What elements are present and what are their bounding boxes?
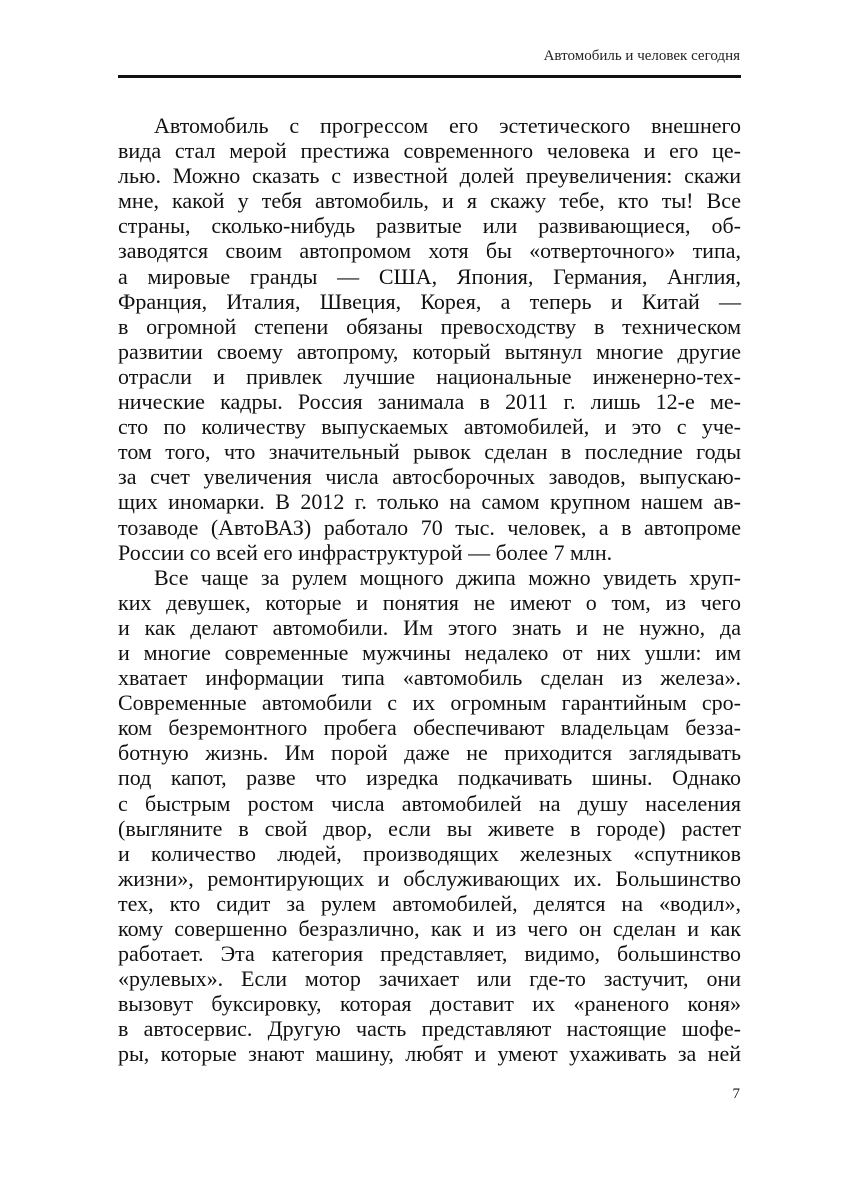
text-line: «рулевых». Если мотор зачихает или где-то застучит, они (118, 966, 741, 992)
text-line: работает. Эта категория представляет, видимо, большинство (118, 941, 741, 967)
text-line: в автосервис. Другую часть представляют настоящие шофе- (118, 1016, 741, 1042)
text-line: вызовут буксировку, которая доставит их «раненого коня» (118, 991, 741, 1017)
text-line: и количество людей, производящих железных «спутников (118, 840, 741, 866)
text-line: Франция, Италия, Швеция, Корея, а теперь и Китай — (118, 288, 741, 314)
text-line: страны, сколько-нибудь развитые или развивающиеся, об- (118, 213, 741, 239)
text-line: щих иномарки. В 2012 г. только на самом крупном нашем ав- (118, 489, 741, 515)
text-line: в огромной степени обязаны превосходству в техническом (118, 313, 741, 339)
text-line: тозаводе (АвтоВАЗ) работало 70 тыс. человек, а в автопроме (118, 514, 741, 540)
text-line: заводятся своим автопромом хотя бы «отверточного» типа, (118, 238, 741, 264)
text-line: тех, кто сидит за рулем автомобилей, делятся на «водил», (118, 890, 741, 916)
text-line: развитии своему автопрому, который вытянул многие другие (118, 338, 741, 364)
text-line: с быстрым ростом числа автомобилей на душу населения (118, 790, 741, 816)
text-line: а мировые гранды — США, Япония, Германия, Англия, (118, 263, 741, 289)
text-line: и как делают автомобили. Им этого знать и не нужно, да (118, 614, 741, 640)
text-line: лью. Можно сказать с известной долей преувеличения: скажи (118, 163, 741, 189)
text-line: том того, что значительный рывок сделан в последние годы (118, 439, 741, 465)
text-line: мне, какой у тебя автомобиль, и я скажу тебе, кто ты! Все (118, 188, 741, 214)
text-line: под капот, разве что изредка подкачивать шины. Однако (118, 765, 741, 791)
page-number: 7 (732, 1086, 740, 1102)
text-line: Автомобиль с прогрессом его эстетического внешнего (154, 113, 741, 138)
text-line: ком безремонтного пробега обеспечивают владельцам безза- (118, 715, 741, 741)
text-line: и многие современные мужчины недалеко от них ушли: им (118, 639, 741, 665)
text-line: ры, которые знают машину, любят и умеют ухаживать за ней (118, 1041, 741, 1067)
text-line: России со всей его инфраструктурой — более 7 млн. (118, 539, 613, 565)
text-line: Все чаще за рулем мощного джипа можно увидеть хруп- (154, 564, 741, 590)
paragraph-2 (118, 565, 741, 1067)
text-line: за счет увеличения числа автосборочных заводов, выпускаю- (118, 464, 741, 490)
running-header-title: Автомобиль и человек сегодня (543, 48, 740, 64)
text-line: кому совершенно безразлично, как и из чего он сделан и как (118, 916, 741, 941)
text-line: ких девушек, которые и понятия не имеют о том, из чего (118, 589, 741, 615)
paragraph-1 (118, 113, 741, 565)
text-line: жизни», ремонтирующих и обслуживающих их. Большинство (118, 865, 741, 891)
text-line: Современные автомобили с их огромным гарантийным сро- (118, 690, 741, 716)
text-line: (выгляните в свой двор, если вы живете в городе) растет (118, 815, 741, 841)
text-line: сто по количеству выпускаемых автомобилей, и это с уче- (118, 414, 741, 440)
header-rule (118, 75, 741, 78)
text-line: вида стал мерой престижа современного человека и его це- (118, 138, 741, 164)
text-line: ботную жизнь. Им порой даже не приходится заглядывать (118, 740, 741, 766)
text-line: отрасли и привлек лучшие национальные инженерно-тех- (118, 363, 741, 389)
text-line: хватает информации типа «автомобиль сделан из железа». (118, 665, 741, 691)
text-line: нические кадры. Россия занимала в 2011 г. лишь 12-е ме- (118, 389, 741, 415)
body-text (118, 113, 741, 1067)
